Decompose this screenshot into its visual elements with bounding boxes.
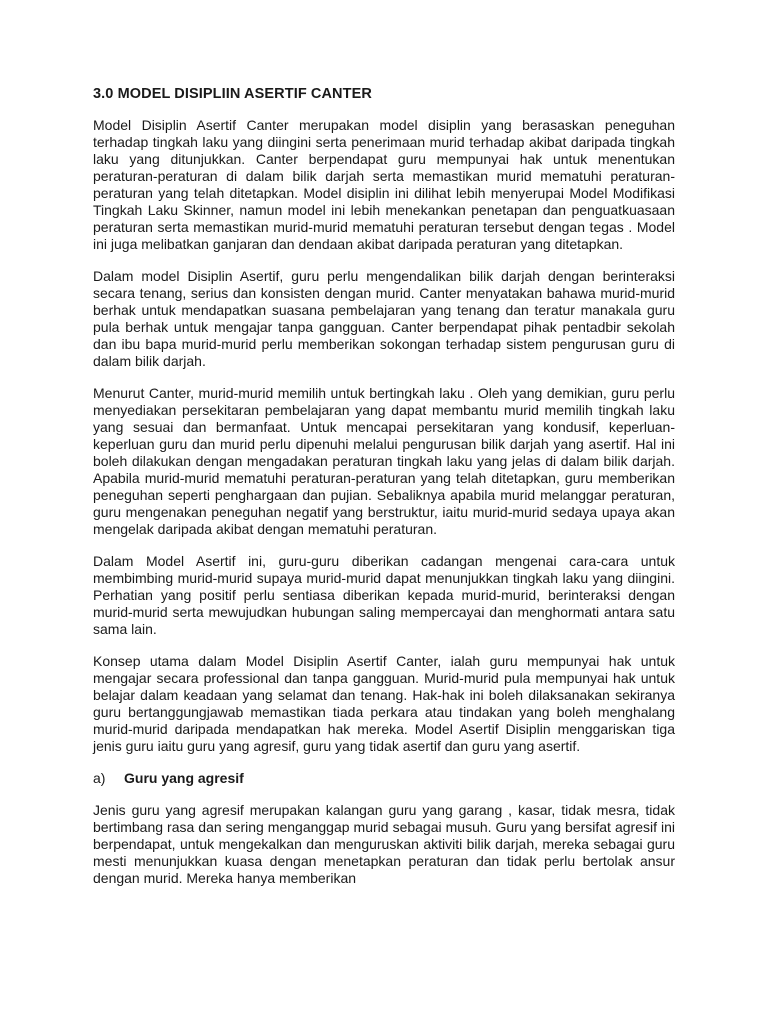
document-page: [93, 86, 675, 902]
paragraph-guidance: Dalam Model Asertif ini, guru-guru diberikan cadangan mengenai cara-cara untuk membimbing murid-murid supaya murid-murid dapat menunjukkan tingkah laku yang diingini. Perhatian yang positif perlu sentiasa diberikan kepada murid-murid, berinteraksi dengan murid-murid serta mewujudkan hubungan saling mempercayai dan menghormati antara satu sama lain.: [93, 553, 675, 637]
paragraph-main-concept: Konsep utama dalam Model Disiplin Asertif Canter, ialah guru mempunyai hak untuk mengajar secara professional dan tanpa gangguan. Murid-murid pula mempunyai hak untuk belajar dalam keadaan yang selamat dan tenang. Hak-hak ini boleh dilaksanakan sekiranya guru bertanggungjawab memastikan tiada perkara atau tindakan yang boleh menghalang murid-murid daripada mendapatkan hak mereka. Model Asertif Disiplin menggariskan tiga jenis guru iaitu guru yang agresif, guru yang tidak asertif dan guru yang asertif.: [93, 653, 675, 754]
paragraph-intro: Model Disiplin Asertif Canter merupakan model disiplin yang berasaskan peneguhan terhadap tingkah laku yang diingini serta penerimaan murid terhadap akibat daripada tingkah laku yang ditunjukkan. Canter berpendapat guru mempunyai hak untuk menentukan peraturan-peraturan di dalam bilik darjah serta memastikan murid mematuhi peraturan-peraturan yang telah ditetapkan. Model disiplin ini dilihat lebih menyerupai Model Modifikasi Tingkah Laku Skinner, namun model ini lebih menekankan penetapan dan penguatkuasaan peraturan serta memastikan murid-murid mematuhi peraturan tersebut dengan tegas . Model ini juga melibatkan ganjaran dan dendaan akibat daripada peraturan yang ditetapkan.: [93, 117, 675, 252]
section-heading: 3.0 MODEL DISIPLIIN ASERTIF CANTER: [93, 86, 372, 102]
subsection-title: Guru yang agresif: [124, 770, 244, 786]
paragraph-aggressive-teacher: Jenis guru yang agresif merupakan kalangan guru yang garang , kasar, tidak mesra, tidak bertimbang rasa dan sering menganggap murid sebagai musuh. Guru yang bersifat agresif ini berpendapat, untuk mengekalkan dan menguruskan aktiviti bilik darjah, mereka sebagai guru mesti menunjukkan kuasa dengan menetapkan peraturan dan tidak perlu bertolak ansur dengan murid. Mereka hanya memberikan: [93, 802, 675, 886]
subsection-marker: a): [93, 770, 106, 786]
subsection-heading: [93, 770, 675, 787]
paragraph-classroom: Dalam model Disiplin Asertif, guru perlu mengendalikan bilik darjah dengan berinteraksi secara tenang, serius dan konsisten dengan murid. Canter menyatakan bahawa murid-murid berhak untuk mendapatkan suasana pembelajaran yang tenang dan teratur manakala guru pula berhak untuk mengajar tanpa gangguan. Canter berpendapat pihak pentadbir sekolah dan ibu bapa murid-murid perlu memberikan sokongan terhadap sistem pengurusan guru di dalam bilik darjah.: [93, 268, 675, 369]
paragraph-behaviour-choice: Menurut Canter, murid-murid memilih untuk bertingkah laku . Oleh yang demikian, guru perlu menyediakan persekitaran pembelajaran yang dapat membantu murid memilih tingkah laku yang sesuai dan bermanfaat. Untuk mencapai persekitaran yang kondusif, keperluan-keperluan guru dan murid perlu dipenuhi melalui pengurusan bilik darjah yang asertif. Hal ini boleh dilakukan dengan mengadakan peraturan tingkah laku yang jelas di dalam bilik darjah. Apabila murid-murid mematuhi peraturan-peraturan yang telah ditetapkan, guru memberikan peneguhan seperti penghargaan dan pujian. Sebaliknya apabila murid melanggar peraturan, guru mengenakan peneguhan negatif yang berstruktur, iaitu murid-murid sedaya upaya akan mengelak daripada akibat dengan mematuhi peraturan.: [93, 385, 675, 537]
